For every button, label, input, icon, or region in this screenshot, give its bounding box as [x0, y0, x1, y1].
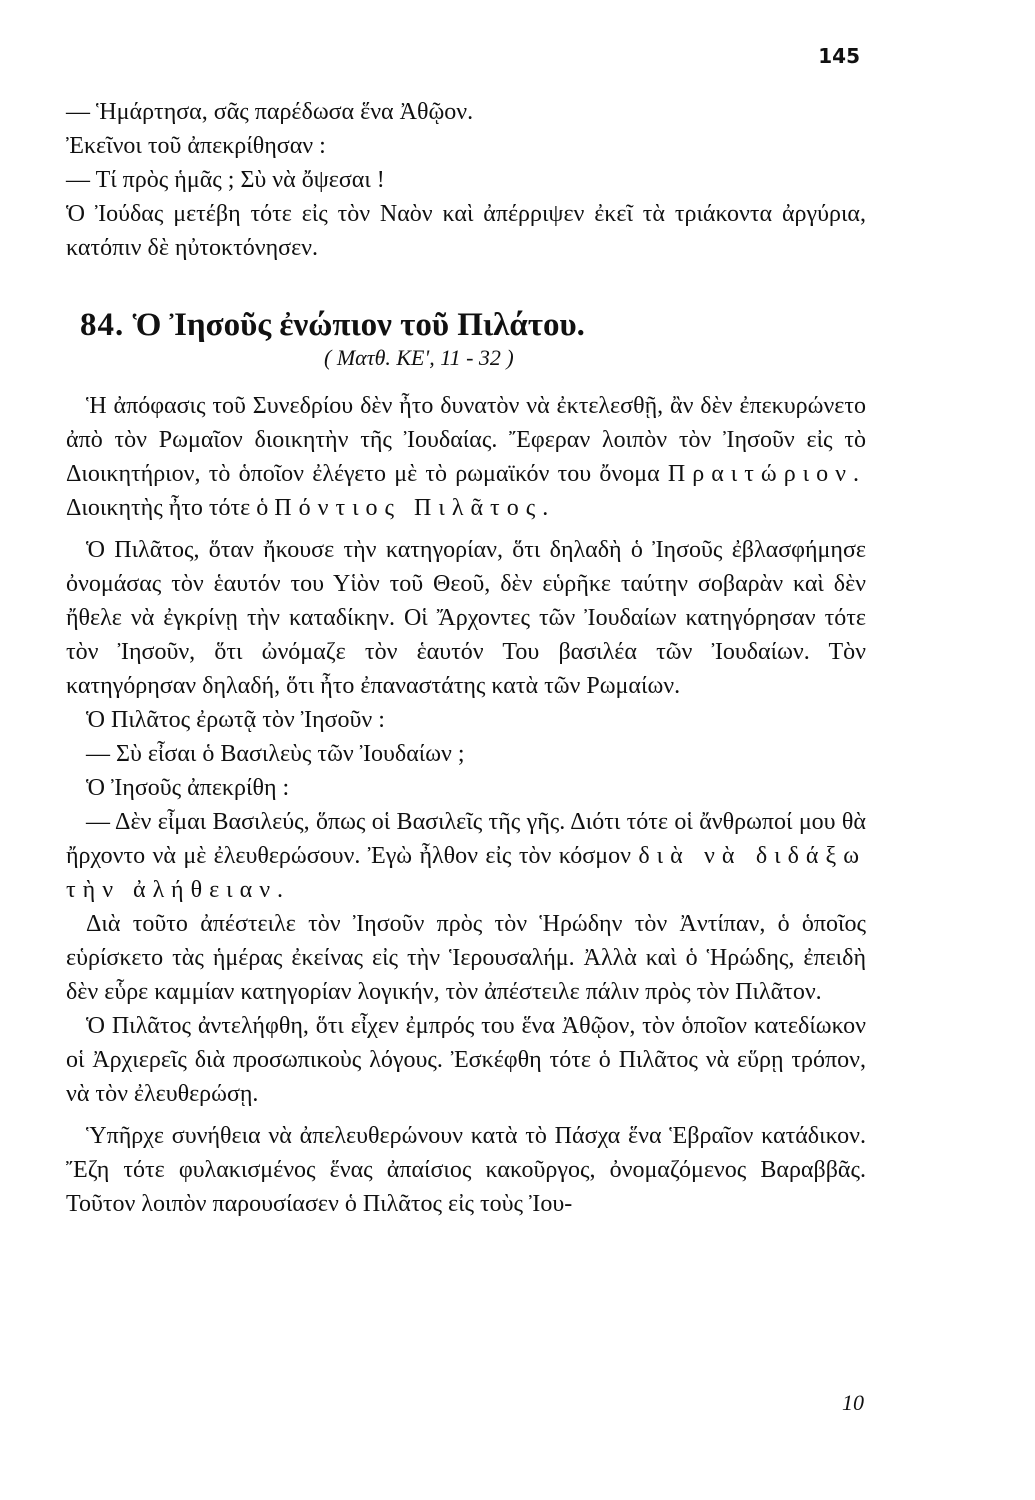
text-paragraph: Ὁ Ἰούδας μετέβη τότε εἰς τὸν Ναὸν καὶ ἀπέρριψεν ἐκεῖ τὰ τριάκοντα ἀργύρια, κατόπιν δὲ ηὐτοκτόνησεν.: [66, 201, 866, 261]
text-paragraph: [66, 805, 866, 907]
emphasized-term: Πραιτώριον.: [667, 461, 866, 487]
emphasized-name: Πόντιος Πιλᾶτος.: [274, 495, 556, 521]
page-number: 145: [818, 44, 860, 68]
text-line: Ἐκεῖνοι τοῦ ἀπεκρίθησαν :: [66, 133, 326, 159]
emphasized-phrase: διὰ νὰ διδάξω τὴν ἀλήθειαν.: [66, 843, 866, 903]
text-paragraph: [66, 389, 866, 525]
text-line: — Ἡμάρτησα, σᾶς παρέδωσα ἕνα Ἀθῷον.: [66, 99, 474, 125]
page-content: [66, 95, 866, 1221]
chapter-title: Ὁ Ἰησοῦς ἐνώπιον τοῦ Πιλάτου.: [132, 307, 585, 343]
text-line: — Τί πρὸς ἡμᾶς ; Σὺ νὰ ὄψεσαι !: [66, 167, 385, 193]
text-paragraph: Ὁ Πιλᾶτος, ὅταν ἤκουσε τὴν κατηγορίαν, ὅτι δηλαδὴ ὁ Ἰησοῦς ἐβλασφήμησε ὀνομάσας τὸν ἑαυτόν του Υἱὸν τοῦ Θεοῦ, δὲν εὑρῆκε ταύτην σοβαρὰν καὶ δὲν ἤθελε νὰ ἐγκρίνῃ τὴν καταδίκην. Οἱ Ἄρχοντες τῶν Ἰουδαίων κατηγόρησαν τότε τὸν Ἰησοῦν, ὅτι ὠνόμαζε τὸν ἑαυτόν Του βασιλέα τῶν Ἰουδαίων. Τὸν κατηγόρησαν δηλαδή, ὅτι ἦτο ἐπαναστάτης κατὰ τῶν Ρωμαίων.: [66, 537, 866, 699]
dialogue-line: Ὁ Ἰησοῦς ἀπεκρίθη :: [86, 775, 290, 801]
paragraph-text: — Δὲν εἶμαι Βασιλεύς, ὅπως οἱ Βασιλεῖς τῆς γῆς. Διότι τότε οἱ ἄνθρωποί μου θὰ ἤρχοντο νὰ μὲ ἐλευθερώσουν. Ἐγὼ ἦλθον εἰς τὸν κόσμον: [66, 809, 866, 869]
text-paragraph: Διὰ τοῦτο ἀπέστειλε τὸν Ἰησοῦν πρὸς τὸν Ἡρώδην τὸν Ἀντίπαν, ὁ ὁποῖος εὑρίσκετο τὰς ἡμέρας ἐκείνας εἰς τὴν Ἱερουσαλήμ. Ἀλλὰ καὶ ὁ Ἡρώδης, ἐπειδὴ δὲν εὗρε καμμίαν κατηγορίαν λογικήν, τὸν ἀπέστειλε πάλιν πρὸς τὸν Πιλᾶτον.: [66, 911, 866, 1005]
dialogue-line: — Σὺ εἶσαι ὁ Βασιλεὺς τῶν Ἰουδαίων ;: [86, 741, 465, 767]
text-paragraph: Ὑπῆρχε συνήθεια νὰ ἀπελευθερώνουν κατὰ τὸ Πάσχα ἕνα Ἑβραῖον κατάδικον. Ἔζη τότε φυλακισμένος ἕνας ἀπαίσιος κακοῦργος, ὀνομαζόμενος Βαραββᾶς. Τοῦτον λοιπὸν παρουσίασεν ὁ Πιλᾶτος εἰς τοὺς Ἰου-: [66, 1123, 866, 1217]
text-paragraph: Ὁ Πιλᾶτος ἀντελήφθη, ὅτι εἶχεν ἐμπρός του ἕνα Ἀθῷον, τὸν ὁποῖον κατεδίωκον οἱ Ἀρχιερεῖς διὰ προσωπικοὺς λόγους. Ἐσκέφθη τότε ὁ Πιλᾶτος νὰ εὕρῃ τρόπον, νὰ τὸν ἐλευθερώσῃ.: [66, 1013, 866, 1107]
paragraph-text: Διοικητὴς ἦτο τότε ὁ: [66, 495, 275, 521]
paragraph-text: Ἡ ἀπόφασις τοῦ Συνεδρίου δὲν ἦτο δυνατὸν νὰ ἐκτελεσθῇ, ἂν δὲν ἐπεκυρώνετο ἀπὸ τὸν Ρωμαῖον διοικητὴν τῆς Ἰουδαίας. Ἔφεραν λοιπὸν τὸν Ἰησοῦν εἰς τὸ Διοικητήριον, τὸ ὁποῖον ἐλέγετο μὲ τὸ ρωμαϊκόν του ὄνομα: [66, 393, 866, 487]
chapter-number: 84.: [80, 307, 125, 343]
dialogue-line: Ὁ Πιλᾶτος ἐρωτᾷ τὸν Ἰησοῦν :: [86, 707, 385, 733]
chapter-reference: ( Ματθ. ΚΕ', 11 - 32 ): [324, 345, 514, 370]
signature-number: 10: [842, 1390, 864, 1415]
chapter-heading: [66, 305, 866, 345]
